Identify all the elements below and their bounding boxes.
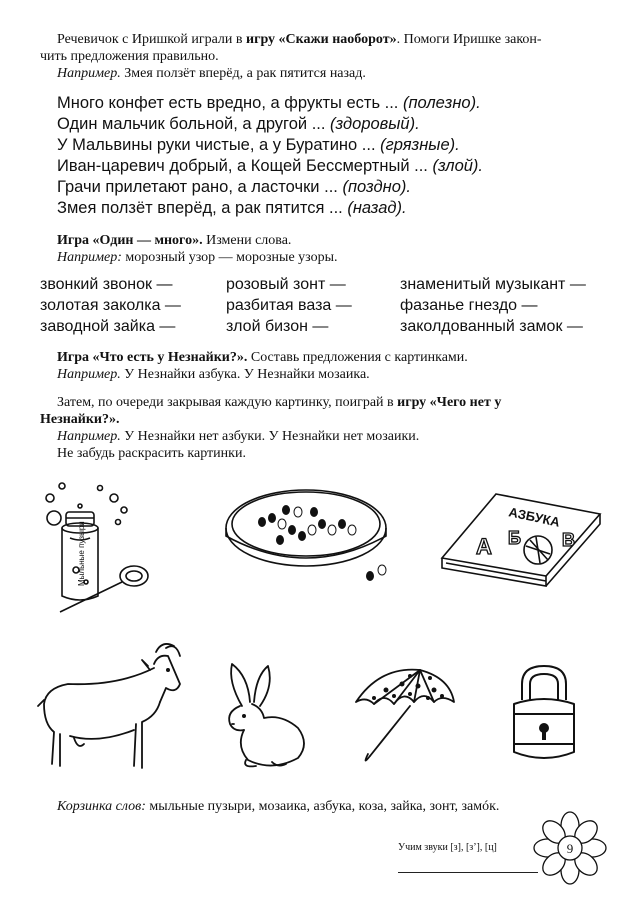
task1-intro [57, 31, 605, 48]
task3-reminder: Не забудь раскрасить картинки. [57, 446, 246, 461]
task3-example-text: У Незнайки азбука. У Незнайки мозаика. [120, 367, 370, 382]
task3-title: Игра «Что есть у Незнайки?». [57, 350, 248, 365]
sentence-row [57, 135, 483, 156]
basket [57, 798, 499, 815]
task2-title: Игра «Один — много». [57, 233, 203, 248]
task3-game-part2: Незнайки?». [40, 412, 120, 427]
task1-example-label: Например. [57, 66, 121, 81]
sentence-answer: (назад). [347, 199, 407, 217]
task3-instruction: Составь предложения с картинками. [247, 350, 468, 365]
task1-intro-line2: чить предложения правильно. [40, 49, 219, 64]
word-cell: фазанье гнездо — [400, 297, 538, 314]
task1-intro-pre: Речевичок с Иришкой играли в [57, 32, 247, 47]
sentence-text: Много конфет есть вредно, а фрукты есть ... [57, 94, 403, 112]
task1-intro-post: . Помоги Иришке закон- [396, 32, 542, 47]
task3-heading [57, 349, 468, 366]
task1-game-name: игру «Скажи наоборот» [246, 32, 397, 47]
task2-example [57, 249, 338, 266]
sentence-row [57, 114, 483, 135]
mosaic-picture [222, 484, 392, 594]
page-number: 9 [566, 841, 574, 856]
sentence-answer: (полезно). [402, 94, 481, 112]
word-cell: золотая заколка — [40, 297, 181, 314]
soap-bubbles-picture [40, 478, 170, 618]
word-cell: знаменитый музыкант — [400, 276, 586, 293]
sentence-row [57, 93, 483, 114]
task2-instruction: Измени слова. [202, 233, 292, 248]
word-cell: злой бизон — [226, 318, 329, 335]
sentence-text: У Мальвины руки чистые, а у Буратино ... [57, 136, 381, 154]
word-cell: заколдованный замок — [400, 318, 583, 335]
sentence-answer: (здоровый). [330, 115, 420, 133]
sentence-text: Один мальчик больной, а другой ... [57, 115, 331, 133]
abc-book-letter-a: А [476, 534, 492, 559]
task3-example2 [57, 428, 419, 445]
task3-example2-label: Например. [57, 429, 121, 444]
task3-game-part1: игру «Чего нет у [397, 395, 502, 410]
basket-label: Корзинка слов: [57, 799, 146, 814]
task3-example2-text: У Незнайки нет азбуки. У Незнайки нет мозаики. [120, 429, 420, 444]
sentence-text: Змея ползёт вперёд, а рак пятится ... [57, 199, 348, 217]
sentence-answer: (поздно). [342, 178, 411, 196]
padlock-picture [508, 664, 580, 768]
task2-example-text: морозный узор — морозные узоры. [121, 250, 338, 265]
abc-book-letter-b: Б [508, 528, 521, 548]
goat-picture [38, 640, 188, 775]
task1-example [57, 65, 366, 82]
sentence-text: Грачи прилетают рано, а ласточки ... [57, 178, 343, 196]
sentence-row [57, 156, 483, 177]
basket-words: мыльные пузыри, мозаика, азбука, коза, зайка, зонт, замóк. [145, 799, 500, 814]
rabbit-picture [212, 662, 312, 772]
footer-rule [398, 872, 538, 873]
task3-example [57, 366, 370, 383]
task1-example-text: Змея ползёт вперёд, а рак пятится назад. [120, 66, 366, 81]
task1-sentences [57, 93, 483, 219]
task2-heading [57, 232, 291, 249]
sentence-row [57, 177, 483, 198]
task3-example-label: Например. [57, 367, 121, 382]
sentence-row [57, 198, 483, 219]
bubbles-bottle-label: Мыльные пузыри [77, 521, 86, 586]
task3-line1 [57, 394, 501, 411]
abc-book-picture [436, 488, 606, 588]
sentence-answer: (злой). [432, 157, 484, 175]
flower-icon [534, 812, 606, 884]
footer-caption: Учим звуки [з], [з’], [ц] [398, 842, 497, 853]
word-cell: разбитая ваза — [226, 297, 352, 314]
umbrella-picture [350, 662, 460, 772]
task2-example-label: Например: [57, 250, 122, 265]
word-cell: заводной зайка — [40, 318, 176, 335]
word-cell: звонкий звонок — [40, 276, 173, 293]
abc-book-title: АЗБУКА [507, 504, 562, 530]
word-cell: розовый зонт — [226, 276, 346, 293]
task3-line1-pre: Затем, по очереди закрывая каждую картинку, поиграй в [57, 395, 398, 410]
sentence-answer: (грязные). [380, 136, 460, 154]
sentence-text: Иван-царевич добрый, а Кощей Бессмертный ... [57, 157, 433, 175]
abc-book-letter-v: В [562, 530, 575, 550]
